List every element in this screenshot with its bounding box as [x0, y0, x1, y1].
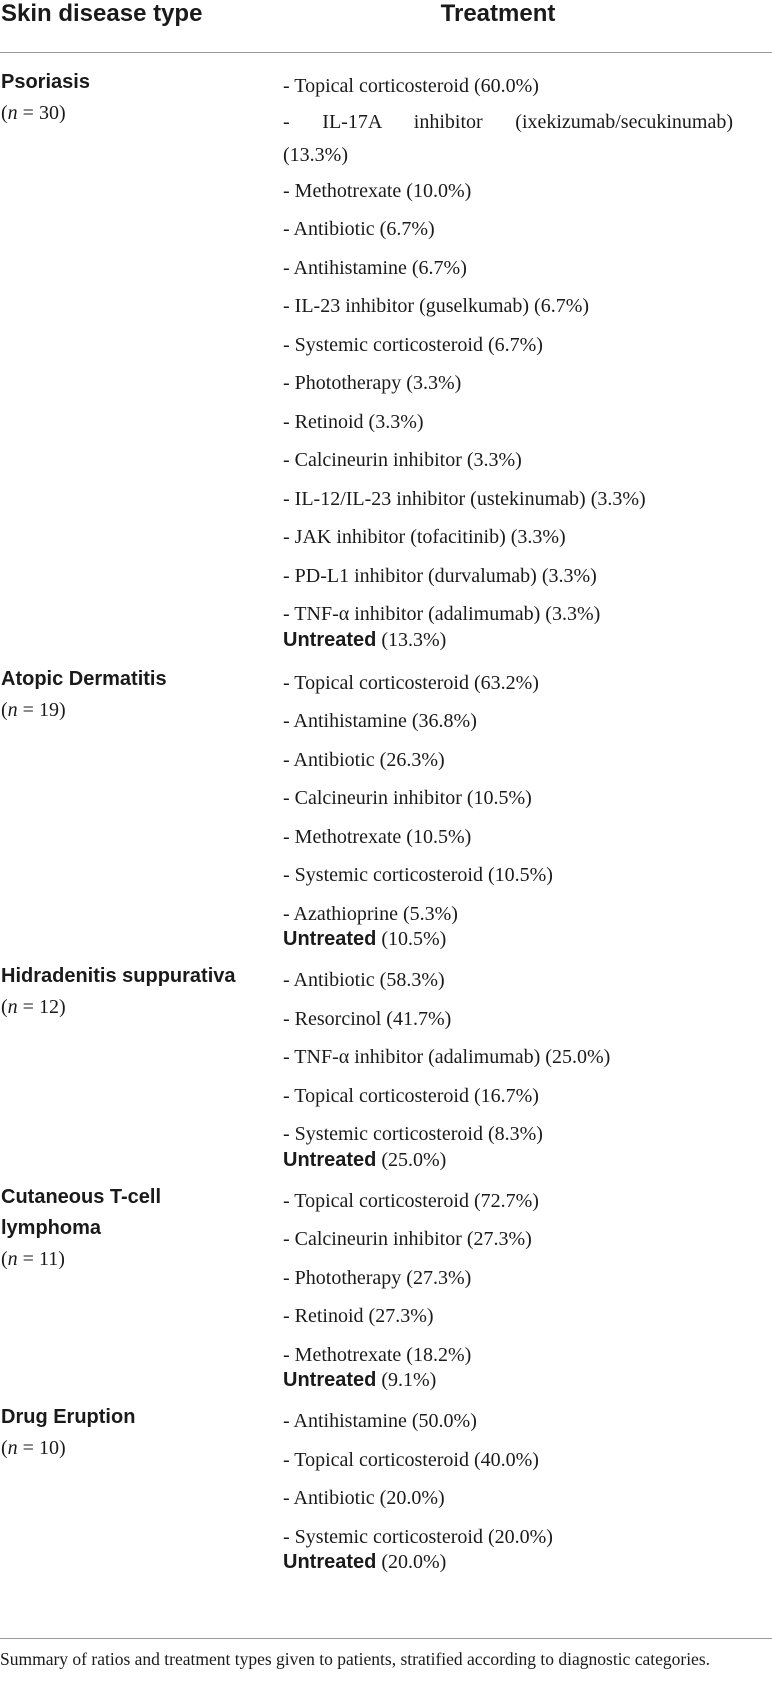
treatment-item: - Systemic corticosteroid (10.5%) — [283, 864, 553, 886]
disease-name: Psoriasis — [1, 71, 90, 93]
disease-cell — [0, 1182, 283, 1275]
treatment-item: - Methotrexate (10.5%) — [283, 825, 472, 848]
treatment-list — [283, 1182, 772, 1403]
untreated-row: Untreated (25.0%) — [283, 1148, 447, 1171]
sample-size: (n = 30) — [1, 102, 66, 124]
disease-name-line1: Cutaneous T-cell — [1, 1185, 162, 1208]
treatment-item: - Antihistamine (50.0%) — [283, 1410, 477, 1432]
treatment-item: - Antihistamine (36.8%) — [283, 710, 477, 732]
row-atopic-dermatitis — [0, 664, 772, 962]
treatment-item: - Systemic corticosteroid (8.3%) — [283, 1123, 543, 1145]
treatment-item: - Phototherapy (27.3%) — [283, 1266, 472, 1289]
treatment-item: - PD-L1 inhibitor (durvalumab) (3.3%) — [283, 564, 597, 587]
treatment-item: - TNF-α inhibitor (adalimumab) (25.0%) — [283, 1046, 611, 1068]
disease-name: Drug Eruption — [1, 1406, 136, 1428]
treatment-item: - Calcineurin inhibitor (10.5%) — [283, 787, 532, 809]
treatment-item: - Topical corticosteroid (60.0%) — [283, 75, 539, 97]
treatment-item: - Topical corticosteroid (63.2%) — [283, 671, 539, 694]
treatment-list — [283, 664, 772, 962]
row-hidradenitis-suppurativa — [0, 961, 772, 1182]
table-body — [0, 53, 772, 1584]
sample-size: (n = 19) — [1, 698, 66, 721]
disease-name-line2: lymphoma — [1, 1216, 102, 1239]
treatment-item: - Antibiotic (26.3%) — [283, 748, 445, 771]
untreated-row: Untreated (13.3%) — [283, 628, 447, 651]
table-footnote: Summary of ratios and treatment types given to patients, stratified according to diagnostic categories. — [0, 1649, 711, 1669]
treatment-item: - Methotrexate (10.0%) — [283, 179, 472, 202]
treatment-item: - Topical corticosteroid (40.0%) — [283, 1448, 539, 1471]
row-psoriasis — [0, 67, 772, 662]
header-skin-disease-type: Skin disease type — [1, 0, 203, 27]
sample-size: (n = 11) — [1, 1247, 65, 1270]
treatment-item: - Methotrexate (18.2%) — [283, 1343, 472, 1366]
disease-cell — [0, 67, 283, 129]
treatment-item: - IL-23 inhibitor (guselkumab) (6.7%) — [283, 295, 590, 317]
sample-size: (n = 10) — [1, 1437, 66, 1459]
footer-divider — [0, 1638, 772, 1639]
untreated-row: Untreated (10.5%) — [283, 928, 447, 950]
table-header — [0, 0, 772, 53]
untreated-row: Untreated (20.0%) — [283, 1551, 447, 1573]
treatment-item: - Antibiotic (58.3%) — [283, 969, 445, 991]
treatment-item: - IL-12/IL-23 inhibitor (ustekinumab) (3.3%) — [283, 487, 646, 510]
treatment-item: - Topical corticosteroid (72.7%) — [283, 1189, 539, 1212]
treatment-item: - TNF-α inhibitor (adalimumab) (3.3%) — [283, 603, 601, 625]
row-cutaneous-t-cell-lymphoma — [0, 1182, 772, 1403]
treatment-item: - Phototherapy (3.3%) — [283, 372, 462, 394]
treatment-item: - Antihistamine (6.7%) — [283, 256, 467, 279]
treatment-item: - JAK inhibitor (tofacitinib) (3.3%) — [283, 526, 566, 548]
treatment-item: - Calcineurin inhibitor (27.3%) — [283, 1228, 532, 1250]
disease-cell — [0, 961, 283, 1023]
treatment-item: - Systemic corticosteroid (20.0%) — [283, 1525, 553, 1548]
row-drug-eruption — [0, 1402, 772, 1584]
treatment-item: - Antibiotic (6.7%) — [283, 218, 435, 240]
sample-size: (n = 12) — [1, 996, 66, 1018]
treatment-list — [283, 961, 772, 1182]
treatment-item: - Topical corticosteroid (16.7%) — [283, 1084, 539, 1107]
treatment-item: - Azathioprine (5.3%) — [283, 902, 458, 925]
treatment-item: - Antibiotic (20.0%) — [283, 1487, 445, 1509]
treatment-item: - Calcineurin inhibitor (3.3%) — [283, 449, 522, 471]
treatment-item: - Resorcinol (41.7%) — [283, 1007, 452, 1030]
disease-cell — [0, 664, 283, 726]
treatment-item: - IL-17A inhibitor (ixekizumab/secukinumab) (13.3%) — [283, 110, 733, 166]
treatment-item: - Retinoid (3.3%) — [283, 410, 424, 433]
treatment-list — [283, 1402, 772, 1584]
treatment-item: - Retinoid (27.3%) — [283, 1305, 434, 1327]
untreated-row: Untreated (9.1%) — [283, 1369, 437, 1391]
treatment-list — [283, 67, 772, 662]
treatment-item: - Systemic corticosteroid (6.7%) — [283, 333, 543, 356]
disease-cell — [0, 1402, 283, 1464]
disease-name: Atopic Dermatitis — [1, 667, 167, 690]
disease-name: Hidradenitis suppurativa — [1, 965, 236, 987]
header-treatment: Treatment — [440, 0, 556, 27]
